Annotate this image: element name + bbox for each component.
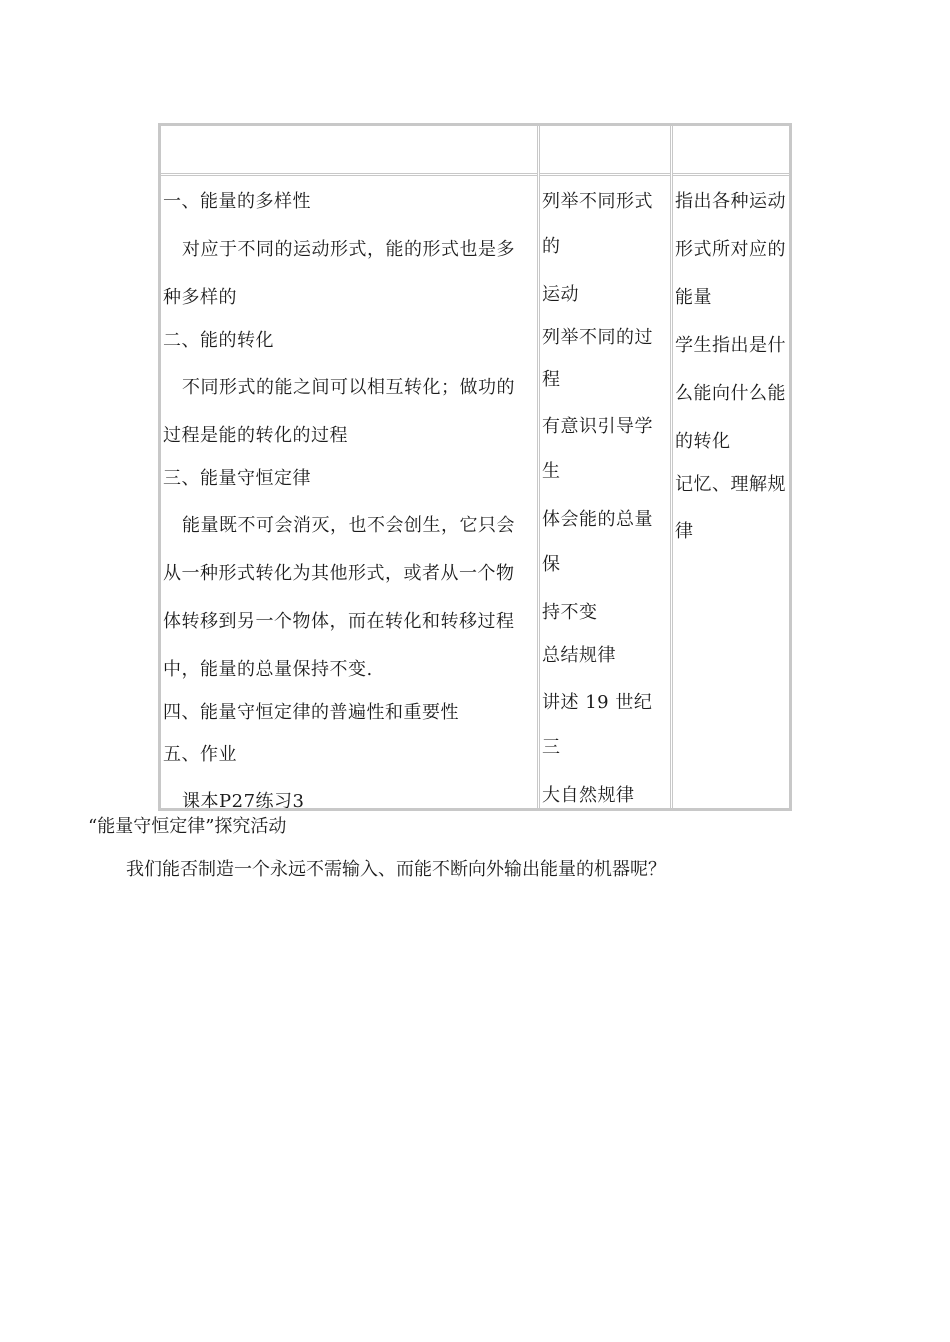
activity-title: “能量守恒定律”探究活动 bbox=[88, 816, 287, 837]
student-line: 学生指出是什 bbox=[675, 335, 786, 356]
section-3-text-cont-3: 中，能量的总量保持不变. bbox=[163, 659, 373, 680]
activity-question: 我们能否制造一个永远不需输入、而能不断向外输出能量的机器呢？ bbox=[126, 859, 666, 880]
student-line: 记忆、理解规 bbox=[675, 474, 786, 495]
section-3-text: 能量既不可会消灭，也不会创生，它只会 bbox=[182, 515, 515, 536]
teacher-line: 持不变 bbox=[542, 602, 598, 623]
student-line: 么能向什么能 bbox=[675, 383, 786, 404]
student-line: 的转化 bbox=[675, 431, 731, 452]
teacher-activity-cell bbox=[540, 176, 670, 808]
section-1-heading: 一、能量的多样性 bbox=[163, 191, 311, 212]
section-2-text: 不同形式的能之间可以相互转化；做功的 bbox=[182, 377, 515, 398]
homework-text: 课本P27练习3 bbox=[182, 791, 305, 808]
student-line: 指出各种运动 bbox=[675, 191, 786, 212]
section-3-text-cont-2: 体转移到另一个物体，而在转化和转移过程 bbox=[163, 611, 515, 632]
student-line: 律 bbox=[675, 521, 694, 542]
student-activity-cell bbox=[673, 176, 789, 554]
student-line: 形式所对应的 bbox=[675, 239, 786, 260]
teacher-line: 讲述 19 世纪三 bbox=[542, 692, 653, 758]
teacher-line: 运动 bbox=[542, 284, 579, 305]
student-activity-column bbox=[670, 126, 789, 808]
teacher-line: 体会能的总量保 bbox=[542, 509, 653, 575]
section-2-text-cont: 过程是能的转化的过程 bbox=[163, 425, 348, 446]
lesson-table bbox=[158, 123, 792, 811]
content-cell bbox=[161, 176, 537, 808]
content-column bbox=[161, 126, 537, 808]
header-cell-content bbox=[161, 126, 537, 176]
section-2-heading: 二、能的转化 bbox=[163, 330, 274, 351]
teacher-line: 列举不同形式的 bbox=[542, 191, 653, 257]
header-cell-teacher bbox=[540, 126, 670, 176]
student-line: 能量 bbox=[675, 287, 712, 308]
section-4-heading: 四、能量守恒定律的普遍性和重要性 bbox=[163, 702, 459, 723]
section-5-heading: 五、作业 bbox=[163, 744, 237, 765]
section-1-text-cont: 种多样的 bbox=[163, 287, 237, 308]
teacher-line: 有意识引导学生 bbox=[542, 416, 653, 482]
section-3-text-cont-1: 从一种形式转化为其他形式，或者从一个物 bbox=[163, 563, 515, 584]
section-3-heading: 三、能量守恒定律 bbox=[163, 468, 311, 489]
section-1-text: 对应于不同的运动形式，能的形式也是多 bbox=[182, 239, 515, 260]
header-cell-student bbox=[673, 126, 789, 176]
teacher-line: 总结规律 bbox=[542, 645, 616, 666]
teacher-activity-column bbox=[537, 126, 670, 808]
teacher-line: 大自然规律 bbox=[542, 785, 635, 806]
teacher-line: 列举不同的过程 bbox=[542, 327, 653, 390]
